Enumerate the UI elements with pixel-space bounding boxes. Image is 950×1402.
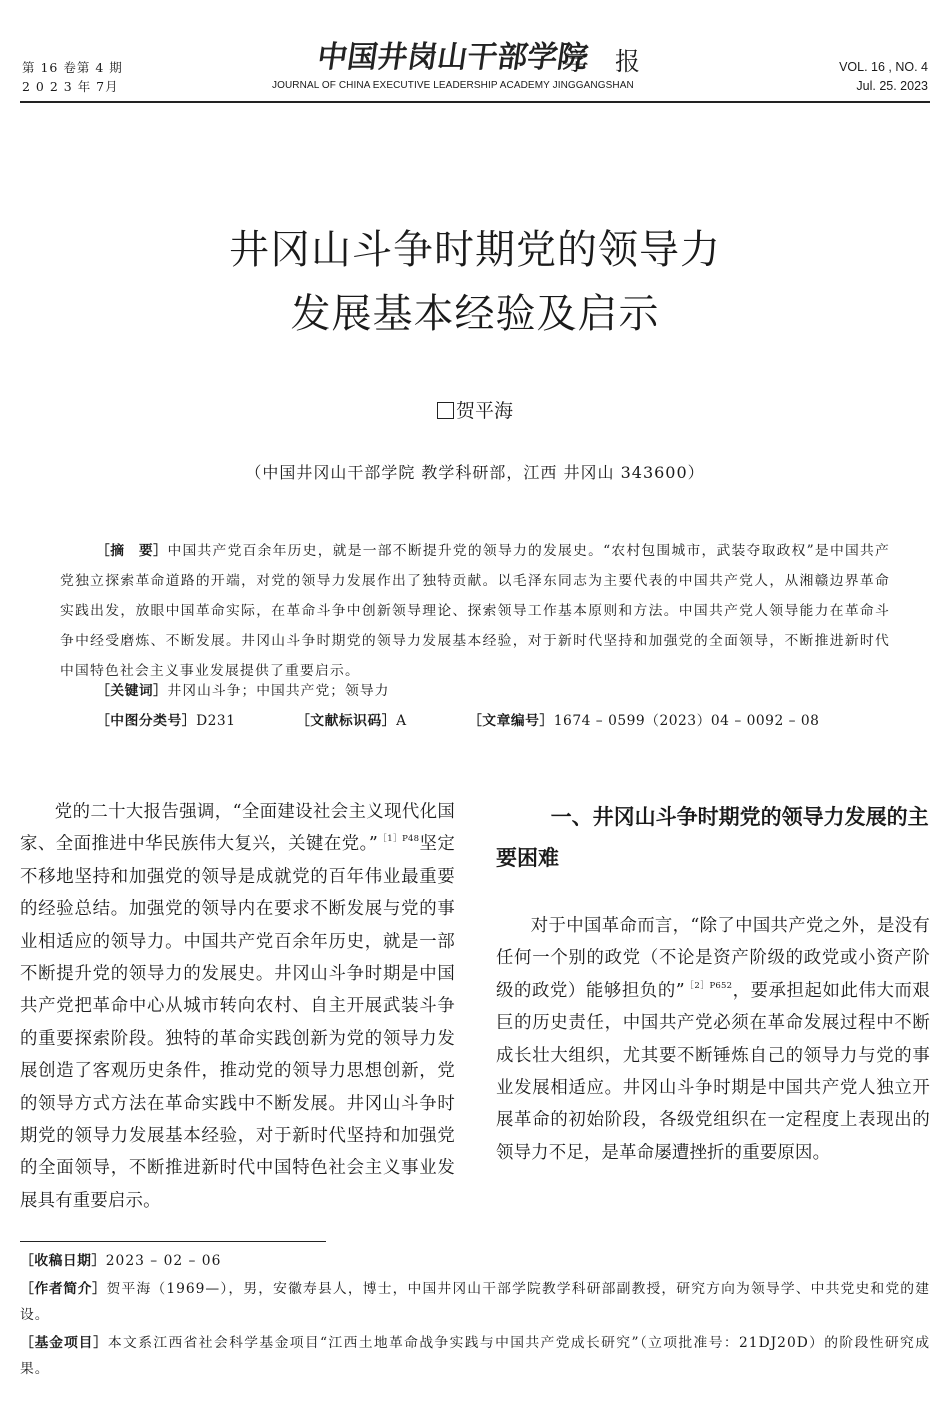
header-divider xyxy=(20,101,930,103)
section-1-text-a: 对于中国革命而言，“除了中国共产党之外，是没有任何一个别的政党（不论是资产阶级的政党或小资产阶级的政党）能够担负的” xyxy=(496,916,930,1001)
publication-date: Jul. 25. 2023 xyxy=(856,79,928,93)
citation-1: ［1］P48 xyxy=(377,834,420,845)
abstract xyxy=(60,536,890,686)
journal-english-name: JOURNAL OF CHINA EXECUTIVE LEADERSHIP ACADEMY JINGGANGSHAN xyxy=(272,80,634,91)
journal-calligraphy-logo: 中国井岗山干部学院 xyxy=(315,40,590,75)
fund-label: ［基金项目］ xyxy=(20,1335,108,1351)
intro-paragraph xyxy=(20,796,455,1217)
article-number-label: ［文章编号］ xyxy=(468,713,554,729)
issue-info xyxy=(22,58,123,96)
footnote-author xyxy=(20,1276,930,1328)
document-code-label: ［文献标识码］ xyxy=(296,713,397,729)
abstract-text: 中国共产党百余年历史，就是一部不断提升党的领导力的发展史。“农村包围城市，武装夺取政权”是中国共产党独立探索革命道路的开端，对党的领导力发展作出了独特贡献。以毛泽东同志为主要代表的中国共产党人，从湘赣边界革命实践出发，放眼中国革命实际，在革命斗争中创新领导理论、探索领导工作基本原则和方法。中国共产党人领导能力在革命斗争中经受磨炼、不断发展。井冈山斗争时期党的领导力发展基本经验，对于新时代坚持和加强党的全面领导，不断推进新时代中国特色社会主义事业发展提供了重要启示。 xyxy=(60,543,891,679)
author-line xyxy=(0,396,950,423)
intro-text-b: 坚定不移地坚持和加强党的领导是成就党的百年伟业最重要的经验总结。加强党的领导内在要求不断发展与党的事业相适应的领导力。中国共产党百余年历史，就是一部不断提升党的领导力的发展史。井冈山斗争时期是中国共产党把革命中心从城市转向农村、自主开展武装斗争的重要探索阶段。独特的革命实践创新为党的领导力发展创造了客观历史条件，推动党的领导力思想创新，党的领导方式方法在革命实践中不断发展。井冈山斗争时期党的领导力发展基本经验，对于新时代坚持和加强党的全面领导，不断推进新时代中国特色社会主义事业发展具有重要启示。 xyxy=(20,834,455,1211)
section-1-heading: 一、井冈山斗争时期党的领导力发展的主要困难 xyxy=(496,805,929,870)
volume-number: VOL. 16 , NO. 4 xyxy=(839,60,928,74)
document-code xyxy=(296,709,407,729)
clc-number xyxy=(96,709,235,729)
clc-value: D231 xyxy=(196,713,236,729)
section-1-text-b: ，要承担起如此伟大而艰巨的历史责任，中国共产党必须在革命发展过程中不断成长壮大组织，尤其要不断锤炼自己的领导力与党的事业发展相适应。井冈山斗争时期是中国共产党人独立开展革命的初始阶段，各级党组织在一定程度上表现出的领导力不足，是革命屡遭挫折的重要原因。 xyxy=(496,980,930,1163)
author-bio: 贺平海（1969—），男，安徽寿县人，博士，中国井冈山干部学院教学科研部副教授，研究方向为领导学、中共党史和党的建设。 xyxy=(20,1281,930,1323)
abstract-label: ［摘 要］ xyxy=(95,543,168,559)
volume-info xyxy=(839,58,928,96)
received-label: ［收稿日期］ xyxy=(20,1253,106,1269)
keywords xyxy=(96,679,389,699)
issue-number: 第 16 卷第 4 期 xyxy=(22,60,123,75)
section-1-paragraph xyxy=(496,910,930,1169)
author-box-icon xyxy=(437,402,454,419)
document-code-value: A xyxy=(396,713,407,729)
article-title-line-2: 发展基本经验及启示 xyxy=(290,291,660,337)
clc-label: ［中图分类号］ xyxy=(96,713,197,729)
footnote-received xyxy=(20,1248,930,1274)
article-number xyxy=(468,709,819,729)
keywords-label: ［关键词］ xyxy=(96,683,168,699)
fund-text: 本文系江西省社会科学基金项目“江西土地革命战争实践与中国共产党成长研究”（立项批准号：21DJ20D）的阶段性研究成果。 xyxy=(20,1335,930,1377)
article-number-value: 1674 – 0599（2023）04 – 0092 – 08 xyxy=(553,713,820,729)
issue-date: 2 0 2 3 年 7月 xyxy=(22,79,119,94)
article-title-line-1: 井冈山斗争时期党的领导力 xyxy=(229,227,721,273)
journal-suffix: 学 报 xyxy=(564,47,649,76)
author-bio-label: ［作者简介］ xyxy=(20,1281,107,1297)
author-affiliation: （中国井冈山干部学院 教学科研部，江西 井冈山 343600） xyxy=(245,463,705,482)
received-date: 2023 – 02 – 06 xyxy=(105,1253,222,1269)
citation-2: ［2］P652 xyxy=(684,980,733,991)
intro-text-a: 党的二十大报告强调，“全面建设社会主义现代化国家、全面推进中华民族伟大复兴，关键在党。” xyxy=(20,802,455,855)
author-name: 贺平海 xyxy=(455,400,513,422)
footnote-fund xyxy=(20,1330,930,1382)
keywords-text: 井冈山斗争；中国共产党；领导力 xyxy=(167,683,390,699)
footnote-divider xyxy=(20,1241,326,1242)
journal-masthead xyxy=(272,28,680,91)
